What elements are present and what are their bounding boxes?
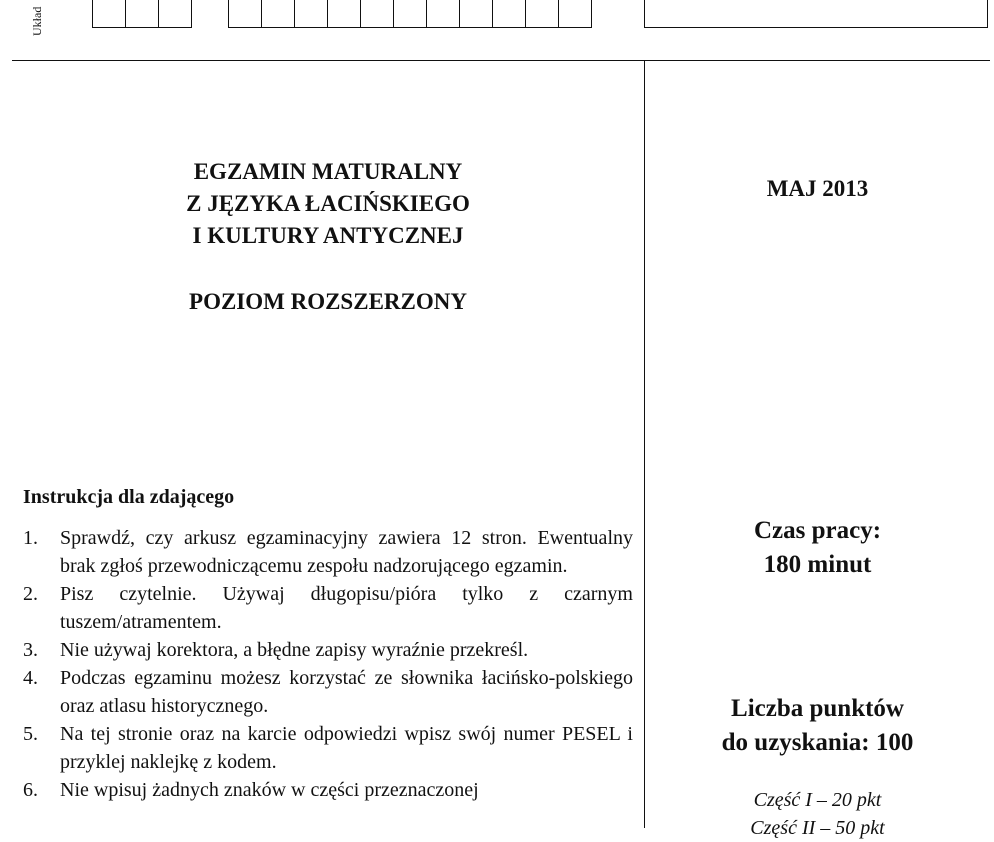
exam-level: POZIOM ROZSZERZONY [189, 289, 467, 314]
pesel-cell[interactable] [493, 0, 526, 28]
pesel-cell[interactable] [460, 0, 493, 28]
pesel-cell[interactable] [262, 0, 295, 28]
exam-title-line: I KULTURY ANTYCZNEJ [192, 223, 464, 248]
instruction-item [23, 664, 633, 720]
instruction-text: Nie wpisuj żadnych znaków w części przeznaczonej [60, 779, 479, 801]
pesel-boxes[interactable] [228, 0, 592, 28]
pesel-cell[interactable] [394, 0, 427, 28]
pesel-cell[interactable] [328, 0, 361, 28]
code-cell[interactable] [93, 0, 126, 28]
instruction-item [23, 636, 633, 664]
exam-time-value: 180 minut [763, 551, 872, 578]
pesel-cell[interactable] [361, 0, 394, 28]
instruction-item [23, 776, 633, 804]
instruction-number: 6. [23, 779, 38, 801]
instruction-number: 4. [23, 667, 38, 689]
instructions-list [23, 524, 633, 804]
code-cell[interactable] [126, 0, 159, 28]
instruction-text: Sprawdź, czy arkusz egzaminacyjny zawiera 12 stron. Ewentualny brak zgłoś przewodniczącemu zespołu nadzorującego egzamin. [60, 527, 633, 577]
exam-title-line: Z JĘZYKA ŁACIŃSKIEGO [186, 191, 470, 216]
sticker-area [644, 0, 988, 28]
parts-breakdown [645, 786, 990, 842]
instructions-title: Instrukcja dla zdającego [23, 486, 235, 508]
instruction-item [23, 580, 633, 636]
exam-time [645, 514, 990, 582]
instruction-item [23, 524, 633, 580]
instruction-text: Podczas egzaminu możesz korzystać ze słownika łacińsko-polskiego oraz atlasu historycznego. [60, 667, 633, 717]
header-divider [12, 60, 990, 61]
instruction-text: Pisz czytelnie. Używaj długopisu/pióra tylko z czarnym tuszem/atramentem. [60, 583, 633, 633]
max-points [645, 692, 990, 760]
pesel-cell[interactable] [295, 0, 328, 28]
instruction-number: 1. [23, 527, 38, 549]
part-two-points: Część II – 50 pkt [750, 817, 885, 839]
instruction-number: 5. [23, 723, 38, 745]
instruction-item [23, 720, 633, 776]
instruction-number: 2. [23, 583, 38, 605]
side-label: Układ [30, 6, 44, 36]
pesel-cell[interactable] [427, 0, 460, 28]
part-one-points: Część I – 20 pkt [753, 789, 882, 811]
max-points-value: do uzyskania: 100 [721, 729, 914, 756]
candidate-code-boxes[interactable] [92, 0, 192, 28]
code-cell[interactable] [159, 0, 192, 28]
pesel-cell[interactable] [559, 0, 592, 28]
exam-title-line: EGZAMIN MATURALNY [193, 159, 463, 184]
max-points-label: Liczba punktów [731, 695, 904, 722]
instruction-text: Nie używaj korektora, a błędne zapisy wyraźnie przekreśl. [60, 639, 529, 661]
exam-title [12, 156, 644, 252]
pesel-cell[interactable] [229, 0, 262, 28]
exam-time-label: Czas pracy: [753, 517, 882, 544]
exam-date: MAJ 2013 [766, 176, 869, 201]
instruction-number: 3. [23, 639, 38, 661]
instruction-text: Na tej stronie oraz na karcie odpowiedzi wpisz swój numer PESEL i przyklej naklejkę z kodem. [60, 723, 633, 773]
pesel-cell[interactable] [526, 0, 559, 28]
